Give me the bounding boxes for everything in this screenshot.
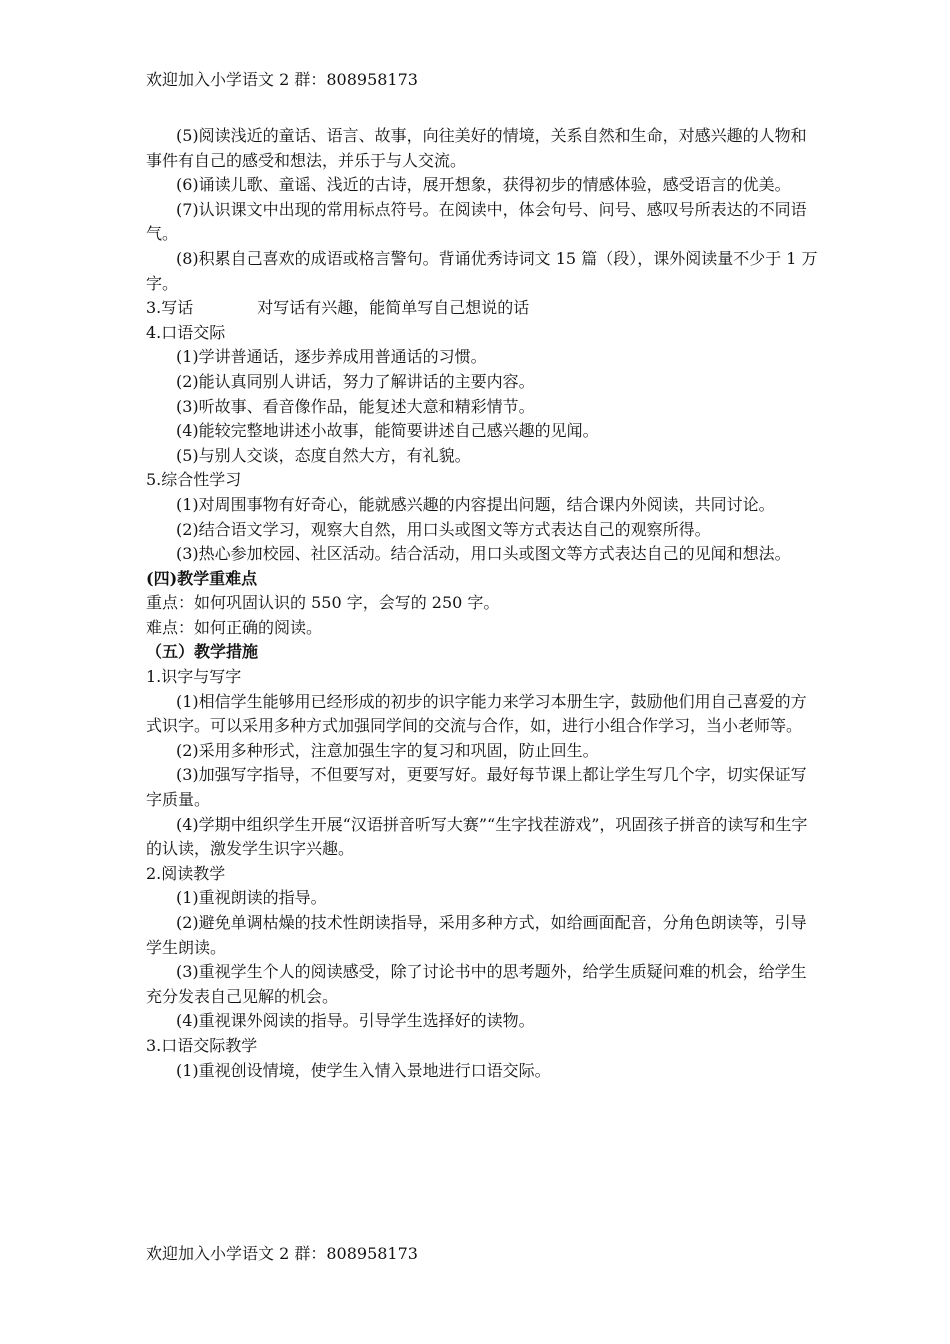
paragraph: (3)重视学生个人的阅读感受，除了讨论书中的思考题外，给学生质疑问难的机会，给学生充分发表自己见解的机会。 (146, 962, 807, 1006)
document-body (146, 124, 818, 1083)
paragraph: (1)重视创设情境，使学生入情入景地进行口语交际。 (176, 1060, 551, 1080)
paragraph: (5)阅读浅近的童话、语言、故事，向往美好的情境，关系自然和生命，对感兴趣的人物和事件有自己的感受和想法，并乐于与人交流。 (146, 126, 807, 170)
section-title: 1.识字与写字 (146, 667, 242, 687)
section-title: 3.口语交际教学 (146, 1035, 258, 1055)
paragraph: (2)采用多种形式，注意加强生字的复习和巩固，防止回生。 (176, 740, 599, 760)
section-title: 5.综合性学习 (146, 470, 242, 490)
paragraph: (4)重视课外阅读的指导。引导学生选择好的读物。 (176, 1011, 535, 1031)
paragraph: (1)对周围事物有好奇心，能就感兴趣的内容提出问题，结合课内外阅读，共同讨论。 (176, 494, 775, 514)
page-header: 欢迎加入小学语文 2 群：808958173 (146, 70, 418, 89)
difficult-point: 难点：如何正确的阅读。 (146, 617, 323, 637)
section-text: 对写话有兴趣，能简单写自己想说的话 (257, 298, 530, 318)
section-heading: (四)教学重难点 (146, 568, 258, 588)
paragraph: (3)加强写字指导，不但要写对，更要写好。最好每节课上都让学生写几个字，切实保证写字质量。 (146, 765, 807, 810)
paragraph: (2)避免单调枯燥的技术性朗读指导，采用多种方式，如给画面配音，分角色朗读等，引导学生朗读。 (146, 913, 807, 957)
paragraph: (1)学讲普通话，逐步养成用普通话的习惯。 (176, 347, 487, 367)
paragraph: (1)相信学生能够用已经形成的初步的识字能力来学习本册生字，鼓励他们用自己喜爱的方式识字。可以采用多种方式加强同学间的交流与合作，如，进行小组合作学习，当小老师等。 (146, 691, 807, 736)
section-label: 3.写话 (146, 298, 194, 318)
paragraph: (2)能认真同别人讲话，努力了解讲话的主要内容。 (176, 371, 535, 391)
page-footer: 欢迎加入小学语文 2 群：808958173 (146, 1244, 418, 1263)
key-point: 重点：如何巩固认识的 550 字，会写的 250 字。 (146, 593, 500, 613)
section-writing (146, 296, 818, 321)
paragraph: (6)诵读儿歌、童谣、浅近的古诗，展开想象，获得初步的情感体验，感受语言的优美。 (176, 175, 791, 195)
paragraph: (2)结合语文学习，观察大自然，用口头或图文等方式表达自己的观察所得。 (176, 519, 711, 539)
section-title: 4.口语交际 (146, 322, 226, 342)
paragraph: (8)积累自己喜欢的成语或格言警句。背诵优秀诗词文 15 篇（段），课外阅读量不少于 1 万字。 (146, 248, 818, 293)
paragraph: (7)认识课文中出现的常用标点符号。在阅读中，体会句号、问号、感叹号所表达的不同语气。 (146, 199, 807, 244)
paragraph: (4)学期中组织学生开展“汉语拼音听写大赛”“生字找茬游戏”，巩固孩子拼音的读写和生字的认读，激发学生识字兴趣。 (146, 814, 808, 859)
paragraph: (1)重视朗读的指导。 (176, 888, 327, 908)
paragraph: (5)与别人交谈，态度自然大方，有礼貌。 (176, 445, 471, 465)
paragraph: (3)热心参加校园、社区活动。结合活动，用口头或图文等方式表达自己的见闻和想法。 (176, 544, 791, 564)
paragraph: (4)能较完整地讲述小故事，能简要讲述自己感兴趣的见闻。 (176, 421, 599, 441)
paragraph: (3)听故事、看音像作品，能复述大意和精彩情节。 (176, 396, 535, 416)
section-heading: （五）教学措施 (146, 642, 259, 662)
section-title: 2.阅读教学 (146, 863, 226, 883)
